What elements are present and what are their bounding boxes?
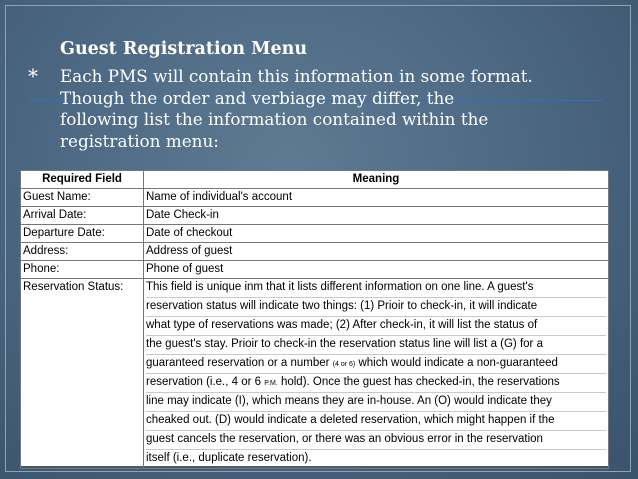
slide-paragraph — [60, 66, 620, 152]
table-row — [21, 189, 609, 207]
slide-heading: Guest Registration Menu — [60, 39, 308, 59]
field-cell: Reservation Status: — [21, 279, 144, 469]
meaning-segment: reservation (i.e., 4 or 6 — [146, 376, 262, 388]
meaning-line: what type of reservations was made; (2) After check-in, it will list the status of — [146, 317, 606, 336]
small-note: (4 or 6) — [332, 361, 356, 368]
meaning-cell: Date Check-in — [144, 207, 609, 225]
table-header-row — [21, 171, 609, 189]
meaning-line: the guest's stay. Prioir to check-in the reservation status line will list a (G) for a — [146, 336, 606, 355]
meaning-line — [146, 355, 606, 374]
paragraph-line: following list the information contained within the — [60, 109, 489, 129]
table-row — [21, 243, 609, 261]
paragraph-line: registration menu: — [60, 130, 219, 151]
field-cell: Departure Date: — [21, 225, 144, 243]
registration-table-container — [20, 170, 609, 466]
meaning-cell: Name of individual's account — [144, 189, 609, 207]
meaning-line: This field is unique inm that it lists different information on one line. A guest's — [146, 279, 606, 298]
field-cell: Arrival Date: — [21, 207, 144, 225]
field-cell: Guest Name: — [21, 189, 144, 207]
field-cell: Phone: — [21, 261, 144, 279]
meaning-line: cheaked out. (D) would indicate a deleted reservation, which might happen if the — [146, 412, 606, 431]
pm-label: P.M. — [264, 380, 278, 387]
meaning-line: line may indicate (I), which means they are in-house. An (O) would indicate they — [146, 393, 606, 412]
meaning-segment: guaranteed reservation or a number — [146, 357, 330, 369]
table-row — [21, 261, 609, 279]
paragraph-line: Each PMS will contain this information in some format. — [60, 66, 533, 86]
meaning-line: itself (i.e., duplicate reservation). — [146, 452, 312, 464]
header-required-field: Required Field — [21, 171, 144, 189]
meaning-cell: Address of guest — [144, 243, 609, 261]
meaning-segment: which would indicate a non-guaranteed — [355, 357, 558, 369]
meaning-segment: hold). Once the guest has checked-in, the reservations — [277, 376, 560, 388]
registration-table — [20, 170, 609, 469]
meaning-cell: Date of checkout — [144, 225, 609, 243]
table-row — [21, 225, 609, 243]
bullet-marker: * — [28, 64, 38, 88]
header-meaning: Meaning — [144, 171, 609, 189]
paragraph-line: Though the order and verbiage may differ, the — [60, 87, 455, 108]
table-row — [21, 207, 609, 225]
table-row-reservation — [21, 279, 609, 469]
reservation-meaning-cell — [144, 279, 609, 469]
meaning-cell: Phone of guest — [144, 261, 609, 279]
field-cell: Address: — [21, 243, 144, 261]
meaning-line: reservation status will indicate two things: (1) Prioir to check-in, it will indicate — [146, 298, 606, 317]
meaning-line: guest cancels the reservation, or there was an obvious error in the reservation — [146, 431, 606, 450]
meaning-line — [146, 374, 606, 393]
